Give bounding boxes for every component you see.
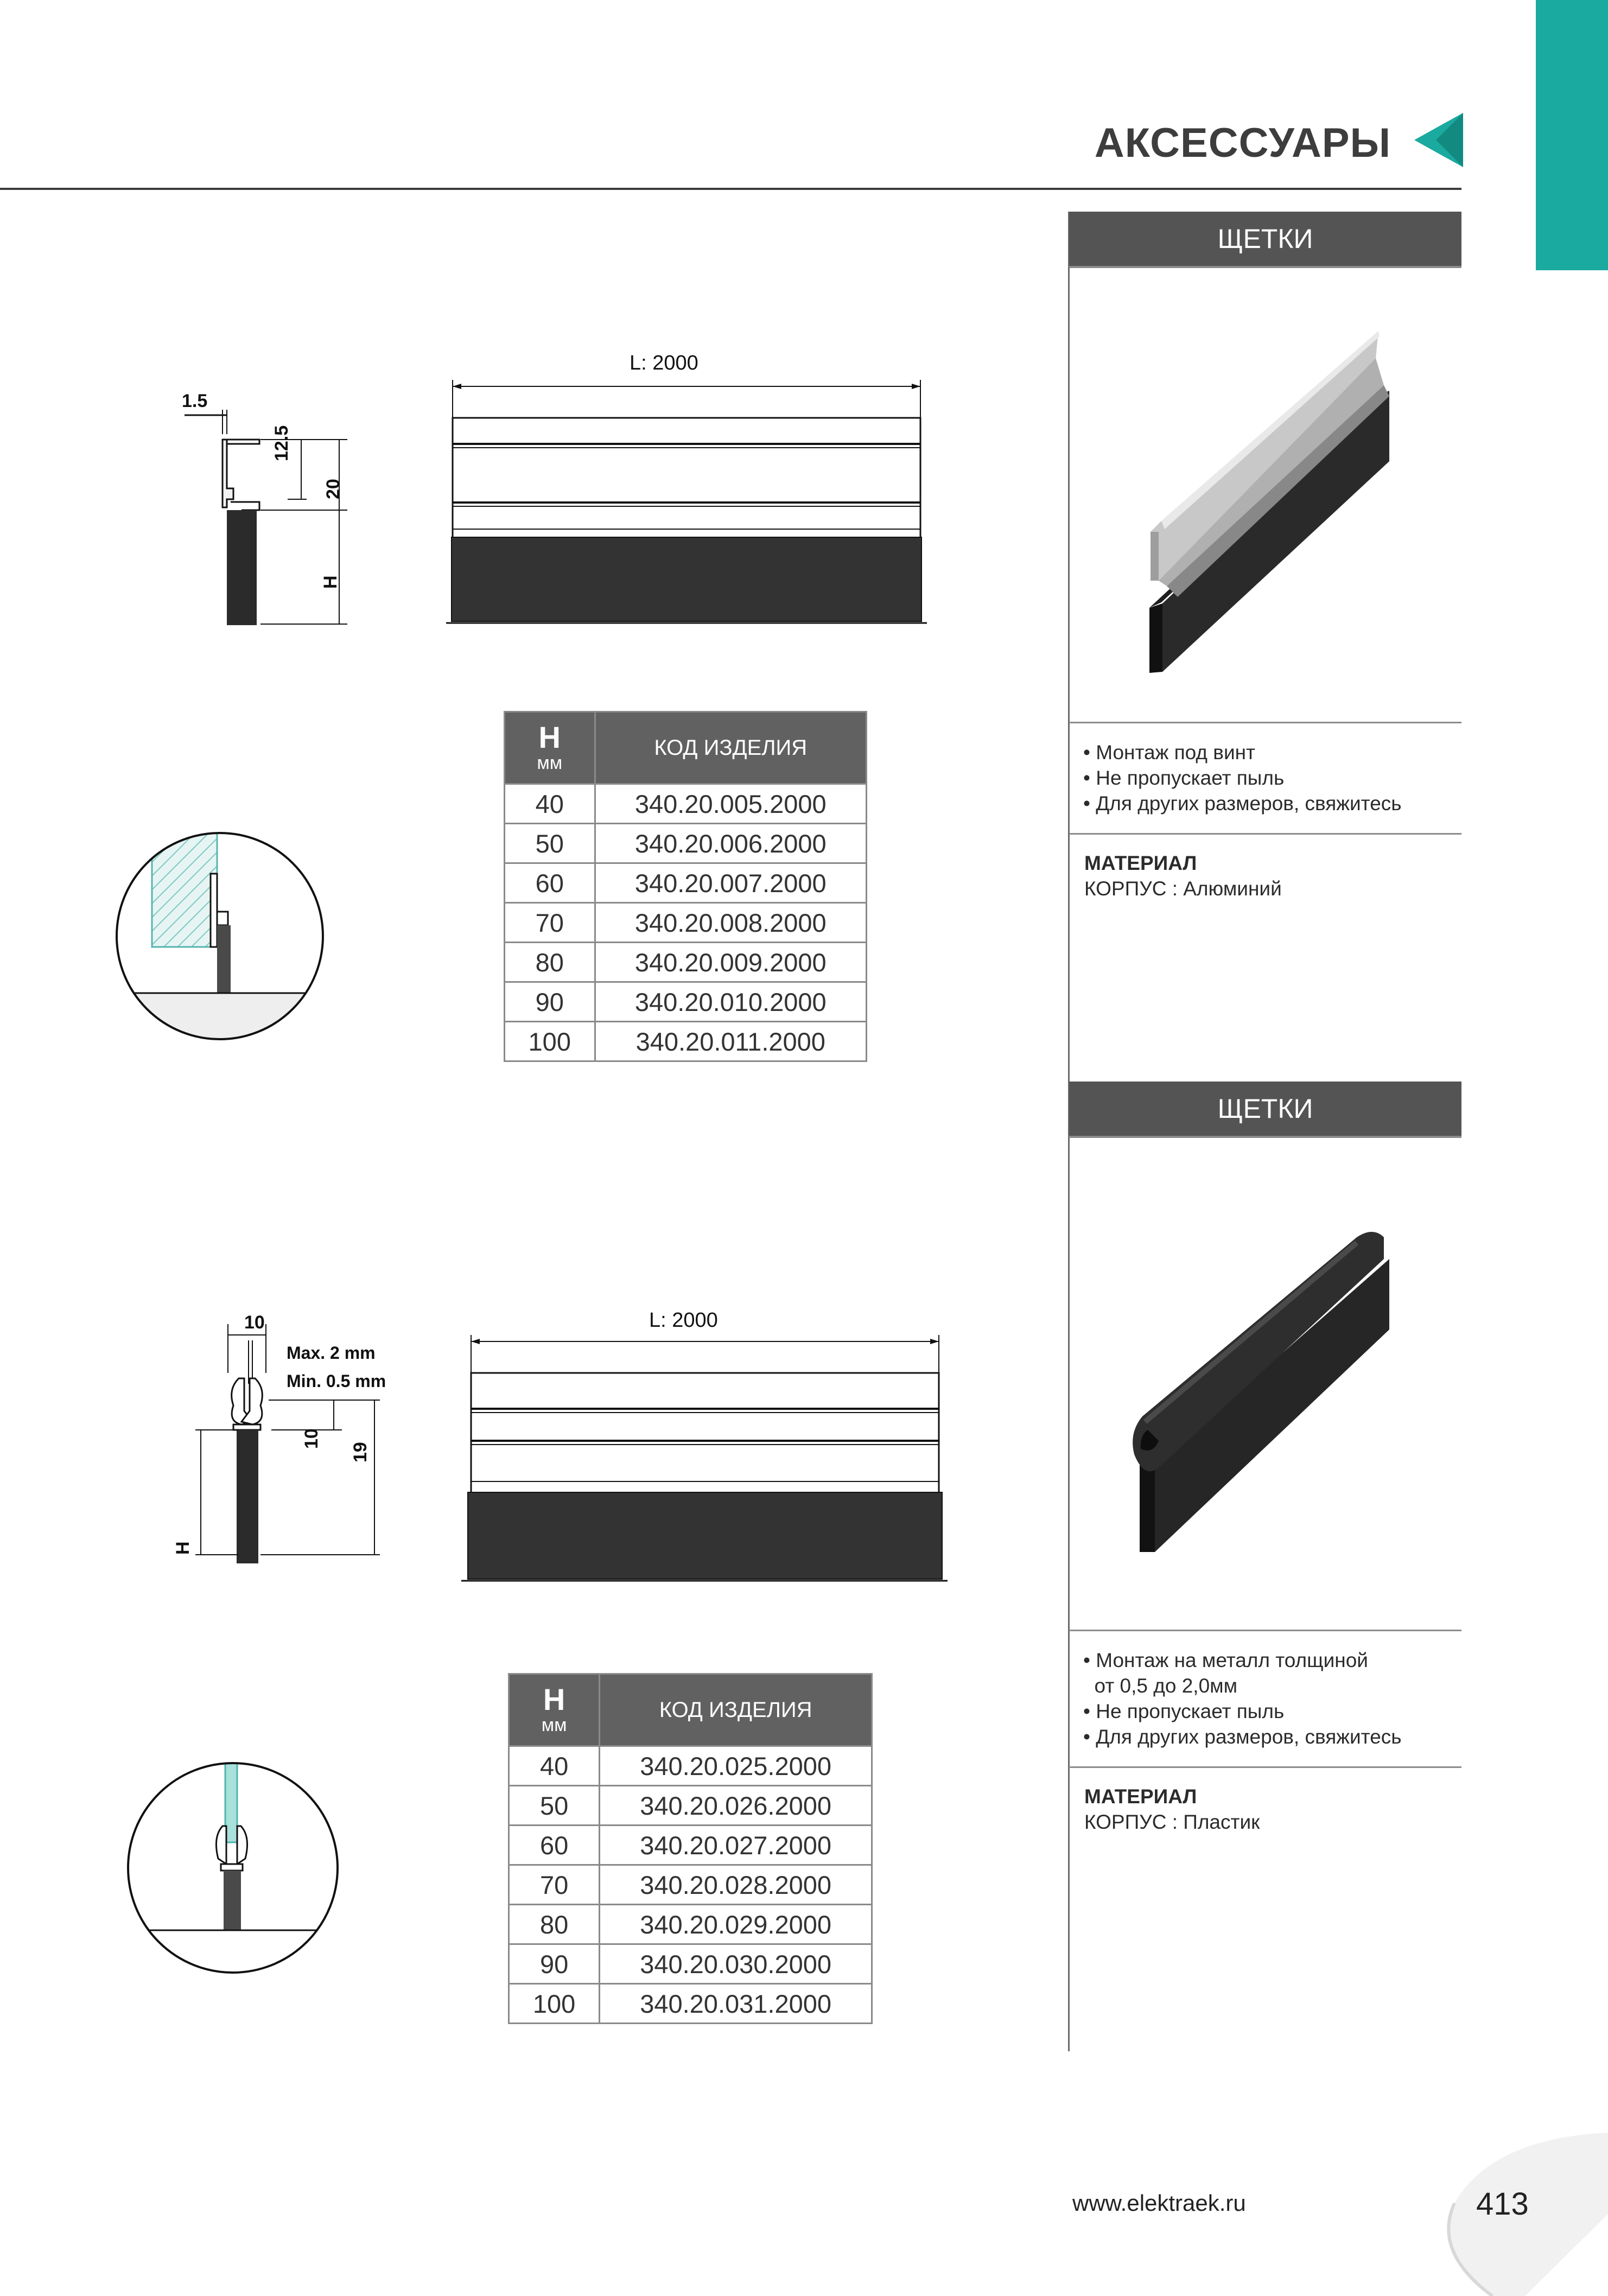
feature-item: • Монтаж на металл толщиной <box>1083 1649 1368 1671</box>
panel2-divider-mid <box>1069 1766 1461 1768</box>
codes-table-1 <box>504 711 867 1062</box>
table-row: 40 340.20.025.2000 <box>509 1746 872 1786</box>
page-title: АКСЕССУАРЫ <box>1094 120 1391 166</box>
installation-detail-1 <box>114 830 326 1042</box>
panel-title-1: ЩЕТКИ <box>1069 212 1461 268</box>
table-row: 90 340.20.010.2000 <box>505 982 867 1022</box>
panel-title-2: ЩЕТКИ <box>1069 1082 1461 1138</box>
table-row: 100 340.20.011.2000 <box>505 1022 867 1061</box>
profile-section-drawing-1 <box>163 380 369 640</box>
brush-front-drawing-1 <box>440 374 933 629</box>
table-row: 50 340.20.006.2000 <box>505 824 867 863</box>
table-row: 60 340.20.007.2000 <box>505 863 867 903</box>
dim-h-label-2: H <box>173 1541 193 1555</box>
dim-thickness-label: 1.5 <box>182 391 208 411</box>
codes-table-2 <box>508 1673 873 2024</box>
feature-item: • Не пропускает пыль <box>1083 767 1285 789</box>
table-row: 60 340.20.027.2000 <box>509 1826 872 1865</box>
website-link[interactable]: www.elektraek.ru <box>1072 2190 1246 2216</box>
product-image-plastic-brush <box>1129 1226 1411 1563</box>
material-label-2: МАТЕРИАЛ <box>1084 1785 1197 1808</box>
table-head-h: H мм <box>505 712 595 784</box>
brush-front-drawing-2 <box>456 1330 955 1590</box>
panel2-features <box>1083 1648 1458 1750</box>
panel1-divider-mid <box>1069 833 1461 835</box>
dim-h-label: H <box>320 575 341 589</box>
product-image-aluminium-brush <box>1129 326 1411 678</box>
material-value-1: КОРПУС : Алюминий <box>1084 877 1282 900</box>
title-arrow-icon <box>1414 113 1463 167</box>
dim-width-label: 10 <box>244 1312 265 1333</box>
table-head-code: КОД ИЗДЕЛИЯ <box>595 712 866 784</box>
dim-total-label-2: 19 <box>350 1442 371 1462</box>
dim-total-label: 20 <box>323 479 344 499</box>
table-row: 80 340.20.009.2000 <box>505 943 867 982</box>
table-row: 40 340.20.005.2000 <box>505 784 867 824</box>
feature-item: • Для других размеров, свяжитесь <box>1083 792 1402 815</box>
table-row: 90 340.20.030.2000 <box>509 1944 872 1984</box>
length-label-2: L: 2000 <box>649 1309 718 1332</box>
feature-item: • Монтаж под винт <box>1083 741 1255 764</box>
dim-max-label: Max. 2 mm <box>287 1343 376 1363</box>
table-head-code: КОД ИЗДЕЛИЯ <box>600 1674 872 1746</box>
panel1-divider-top <box>1069 722 1461 723</box>
table-row: 70 340.20.008.2000 <box>505 903 867 943</box>
table-row: 50 340.20.026.2000 <box>509 1786 872 1826</box>
installation-detail-2 <box>126 1761 340 1975</box>
table-row: 70 340.20.028.2000 <box>509 1865 872 1905</box>
feature-item: от 0,5 до 2,0мм <box>1083 1675 1238 1697</box>
table-head-h: H мм <box>509 1674 600 1746</box>
panel2-divider-top <box>1069 1630 1461 1631</box>
material-label-1: МАТЕРИАЛ <box>1084 852 1197 874</box>
length-label-1: L: 2000 <box>630 352 698 374</box>
table-row: 100 340.20.031.2000 <box>509 1984 872 2024</box>
feature-item: • Для других размеров, свяжитесь <box>1083 1726 1402 1748</box>
page-number: 413 <box>1476 2186 1529 2222</box>
feature-item: • Не пропускает пыль <box>1083 1700 1285 1722</box>
section-color-tab <box>1536 0 1608 270</box>
header-rule <box>0 188 1461 190</box>
material-value-2: КОРПУС : Пластик <box>1084 1811 1260 1833</box>
dim-min-label: Min. 0.5 mm <box>287 1371 386 1391</box>
dim-inner-label: 10 <box>301 1428 322 1449</box>
panel1-features <box>1083 740 1458 816</box>
table-row: 80 340.20.029.2000 <box>509 1905 872 1944</box>
dim-profile-label: 12.5 <box>271 425 292 461</box>
